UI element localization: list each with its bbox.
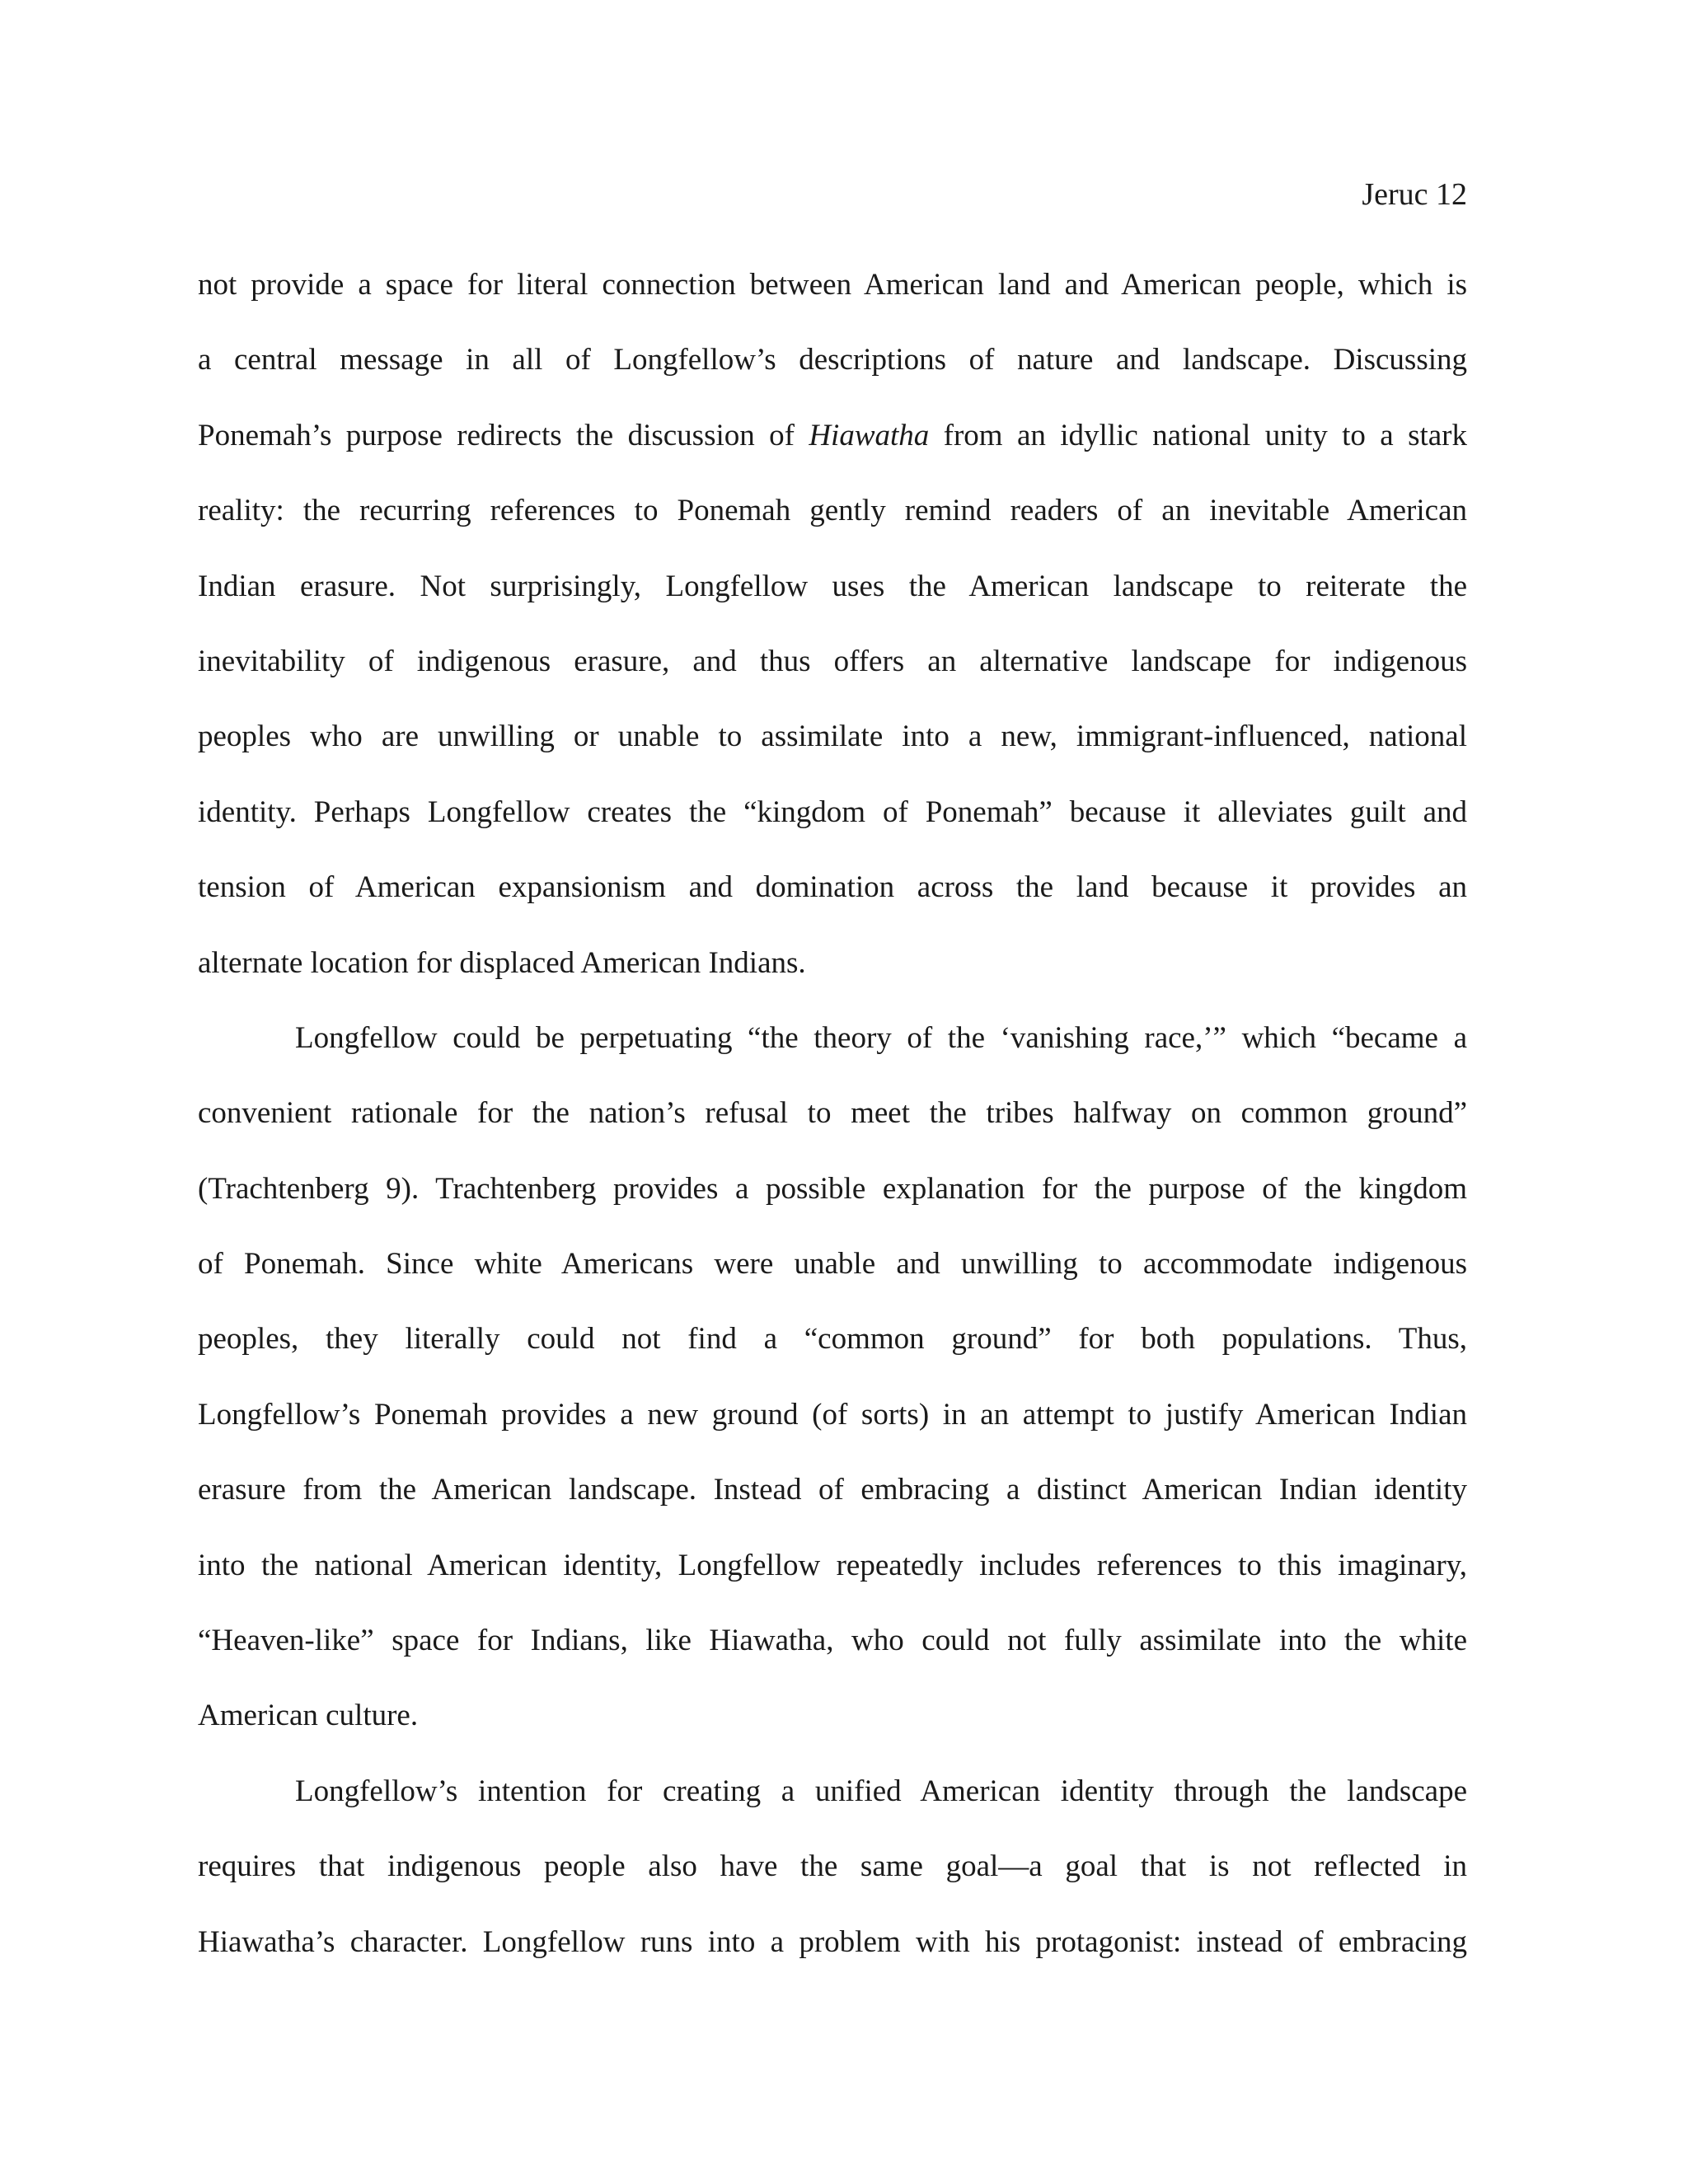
- text-line: [198, 398, 1467, 473]
- text-line: Hiawatha’s character. Longfellow runs into a problem with his protagonist: instead of embracing: [198, 1924, 1467, 1959]
- text-line: identity. Perhaps Longfellow creates the “kingdom of Ponemah” because it alleviates guilt and: [198, 794, 1467, 829]
- text-run: Ponemah’s purpose redirects the discussion of: [198, 418, 809, 452]
- text-line: Longfellow’s Ponemah provides a new ground (of sorts) in an attempt to justify American Indian: [198, 1397, 1467, 1432]
- text-line: Longfellow’s intention for creating a unified American identity through the landscape: [295, 1774, 1467, 1808]
- paragraph: [198, 247, 1467, 1001]
- book-title: Hiawatha: [809, 418, 930, 452]
- text-line: inevitability of indigenous erasure, and thus offers an alternative landscape for indigenous: [198, 644, 1467, 678]
- text-line: Indian erasure. Not surprisingly, Longfellow uses the American landscape to reiterate the: [198, 569, 1467, 603]
- text-line: peoples, they literally could not find a “common ground” for both populations. Thus,: [198, 1322, 1467, 1357]
- text-line: American culture.: [198, 1699, 419, 1733]
- paragraph: [198, 1001, 1467, 1754]
- text-line: into the national American identity, Longfellow repeatedly includes references to this imaginary,: [198, 1548, 1467, 1582]
- text-line: requires that indigenous people also have the same goal—a goal that is not reflected in: [198, 1849, 1467, 1884]
- text-line: alternate location for displaced American Indians.: [198, 945, 806, 980]
- text-line: a central message in all of Longfellow’s descriptions of nature and landscape. Discussing: [198, 343, 1467, 377]
- text-line: tension of American expansionism and domination across the land because it provides an: [198, 870, 1467, 905]
- text-run: from an idyllic national unity to a stark: [929, 418, 1467, 452]
- paragraph: [198, 1754, 1467, 1980]
- text-line: erasure from the American landscape. Instead of embracing a distinct American Indian identity: [198, 1473, 1467, 1507]
- text-line: Longfellow could be perpetuating “the theory of the ‘vanishing race,’” which “became a: [295, 1020, 1467, 1055]
- text-line: of Ponemah. Since white Americans were unable and unwilling to accommodate indigenous: [198, 1247, 1467, 1282]
- text-line: peoples who are unwilling or unable to assimilate into a new, immigrant-influenced, national: [198, 719, 1467, 754]
- body-text: [198, 247, 1467, 1980]
- text-line: reality: the recurring references to Ponemah gently remind readers of an inevitable American: [198, 494, 1467, 528]
- text-line: “Heaven-like” space for Indians, like Hiawatha, who could not fully assimilate into the white: [198, 1624, 1467, 1658]
- running-head: Jeruc 12: [1362, 177, 1467, 212]
- text-line: (Trachtenberg 9). Trachtenberg provides a possible explanation for the purpose of the kingdom: [198, 1171, 1467, 1206]
- text-line: not provide a space for literal connection between American land and American people, which is: [198, 268, 1467, 302]
- text-line: convenient rationale for the nation’s refusal to meet the tribes halfway on common ground”: [198, 1096, 1467, 1131]
